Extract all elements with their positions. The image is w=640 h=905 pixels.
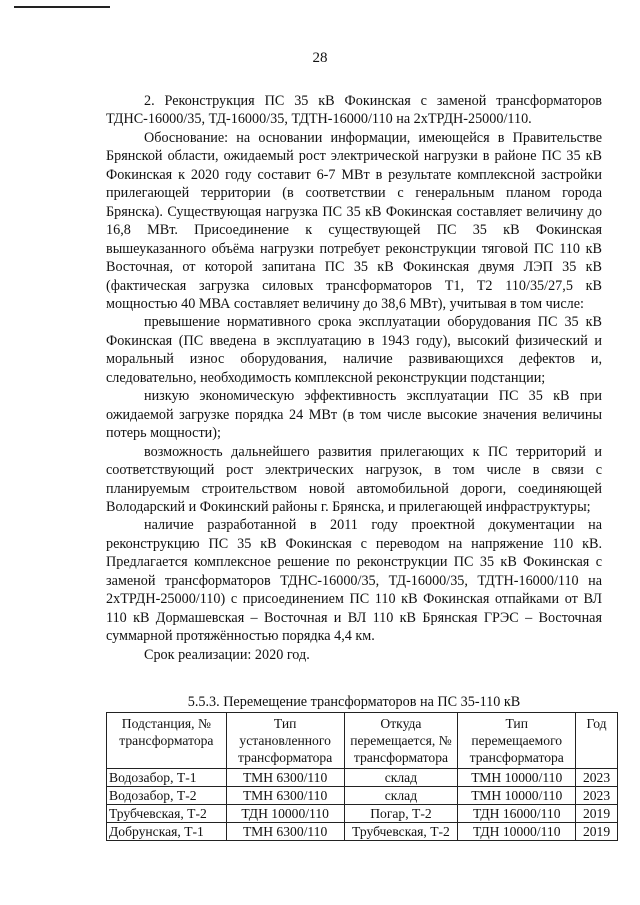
paragraph-reason-2: низкую экономическую эффективность эксплуатации ПС 35 кВ при ожидаемой загрузке порядка 24 МВт (в том числе высокие значения величины потерь мощности); — [106, 388, 602, 442]
header-installed-type: Тип установленного трансформатора — [226, 713, 344, 769]
cell-moved-type: ТДН 16000/110 — [458, 805, 576, 823]
cell-installed-type: ТМН 6300/110 — [226, 823, 344, 841]
cell-year: 2019 — [576, 805, 618, 823]
cell-year: 2019 — [576, 823, 618, 841]
header-moved-type: Тип перемещаемого трансформатора — [458, 713, 576, 769]
table-row — [107, 823, 618, 841]
cell-moved-from: Погар, Т-2 — [344, 805, 458, 823]
table-header-row — [107, 713, 618, 769]
body-text — [106, 92, 602, 664]
table-row — [107, 769, 618, 787]
table-caption: 5.5.3. Перемещение трансформаторов на ПС 35-110 кВ — [187, 694, 521, 710]
header-year: Год — [576, 713, 618, 769]
header-substation: Подстанция, № трансформатора — [107, 713, 227, 769]
cell-installed-type: ТМН 6300/110 — [226, 787, 344, 805]
cell-moved-type: ТДН 10000/110 — [458, 823, 576, 841]
cell-substation: Трубчевская, Т-2 — [107, 805, 227, 823]
cell-installed-type: ТДН 10000/110 — [226, 805, 344, 823]
paragraph-reason-1: превышение нормативного срока эксплуатации оборудования ПС 35 кВ Фокинская (ПС введена в эксплуатацию в 1943 году), высокий физический и моральный износ оборудования, наличие развивающихся дефектов и, следовательно, необходимость комплексной реконструкции подстанции; — [106, 314, 602, 386]
paragraph-reason-3: возможность дальнейшего развития прилегающих к ПС территорий и соответствующий рост электрических нагрузок, в том числе в связи с планируемым строительством новой автомобильной дороги, соединяющей Володарский и Фокинский районы г. Брянска, и прилегающей инфраструктуры; — [106, 443, 602, 515]
transformer-relocation-table — [106, 712, 618, 841]
header-moved-from: Откуда перемещается, № трансформатора — [344, 713, 458, 769]
table-row — [107, 805, 618, 823]
paragraph-deadline: Срок реализации: 2020 год. — [144, 646, 310, 663]
paragraph-project-title: 2. Реконструкция ПС 35 кВ Фокинская с заменой трансформаторов ТДНС-16000/35, ТД-16000/35, ТДТН-16000/110 на 2хТРДН-25000/110. — [106, 93, 602, 128]
top-rule — [14, 6, 110, 8]
cell-substation: Водозабор, Т-2 — [107, 787, 227, 805]
cell-moved-from: склад — [344, 769, 458, 787]
cell-year: 2023 — [576, 769, 618, 787]
cell-substation: Добрунская, Т-1 — [107, 823, 227, 841]
cell-moved-from: Трубчевская, Т-2 — [344, 823, 458, 841]
table-row — [107, 787, 618, 805]
page-number: 28 — [312, 50, 328, 66]
cell-moved-from: склад — [344, 787, 458, 805]
cell-substation: Водозабор, Т-1 — [107, 769, 227, 787]
cell-installed-type: ТМН 6300/110 — [226, 769, 344, 787]
cell-moved-type: ТМН 10000/110 — [458, 787, 576, 805]
paragraph-justification: Обоснование: на основании информации, имеющейся в Правительстве Брянской области, ожидаемый рост электрической нагрузки в районе ПС 35 кВ Фокинская к 2020 году составит 6-7 МВт в результате комплексной застройки прилегающей территории (в соответствии с генеральным планом города Брянска). Существующая нагрузка ПС 35 кВ Фокинская составляет величину до 16,8 МВт. Присоединение к существующей ПС 35 кВ Фокинская вышеуказанного объёма нагрузки потребует реконструкции тяговой ПС 110 кВ Восточная, от которой запитана ПС 35 кВ Фокинская двумя ЛЭП 35 кВ (фактическая загрузка силовых трансформаторов Т1, Т2 110/35/27,5 кВ мощностью 40 МВА составляет величину до 38,6 МВт), учитывая в том числе: — [106, 129, 602, 312]
paragraph-reason-4: наличие разработанной в 2011 году проектной документации на реконструкцию ПС 35 кВ Фокинская с переводом на напряжение 110 кВ. Предлагается комплексное решение по реконструкции ПС 35 кВ Фокинская с заменой трансформаторов ТДНС-16000/35, ТД-16000/35, ТДТН-16000/110 на 2хТРДН-25000/110) с присоединением ПС 110 кВ Фокинская отпайками от ВЛ 110 кВ Дормашевская – Восточная и ВЛ 110 кВ Брянская ГРЭС – Восточная суммарной протяжённостью порядка 4,4 км. — [106, 517, 602, 645]
cell-year: 2023 — [576, 787, 618, 805]
cell-moved-type: ТМН 10000/110 — [458, 769, 576, 787]
